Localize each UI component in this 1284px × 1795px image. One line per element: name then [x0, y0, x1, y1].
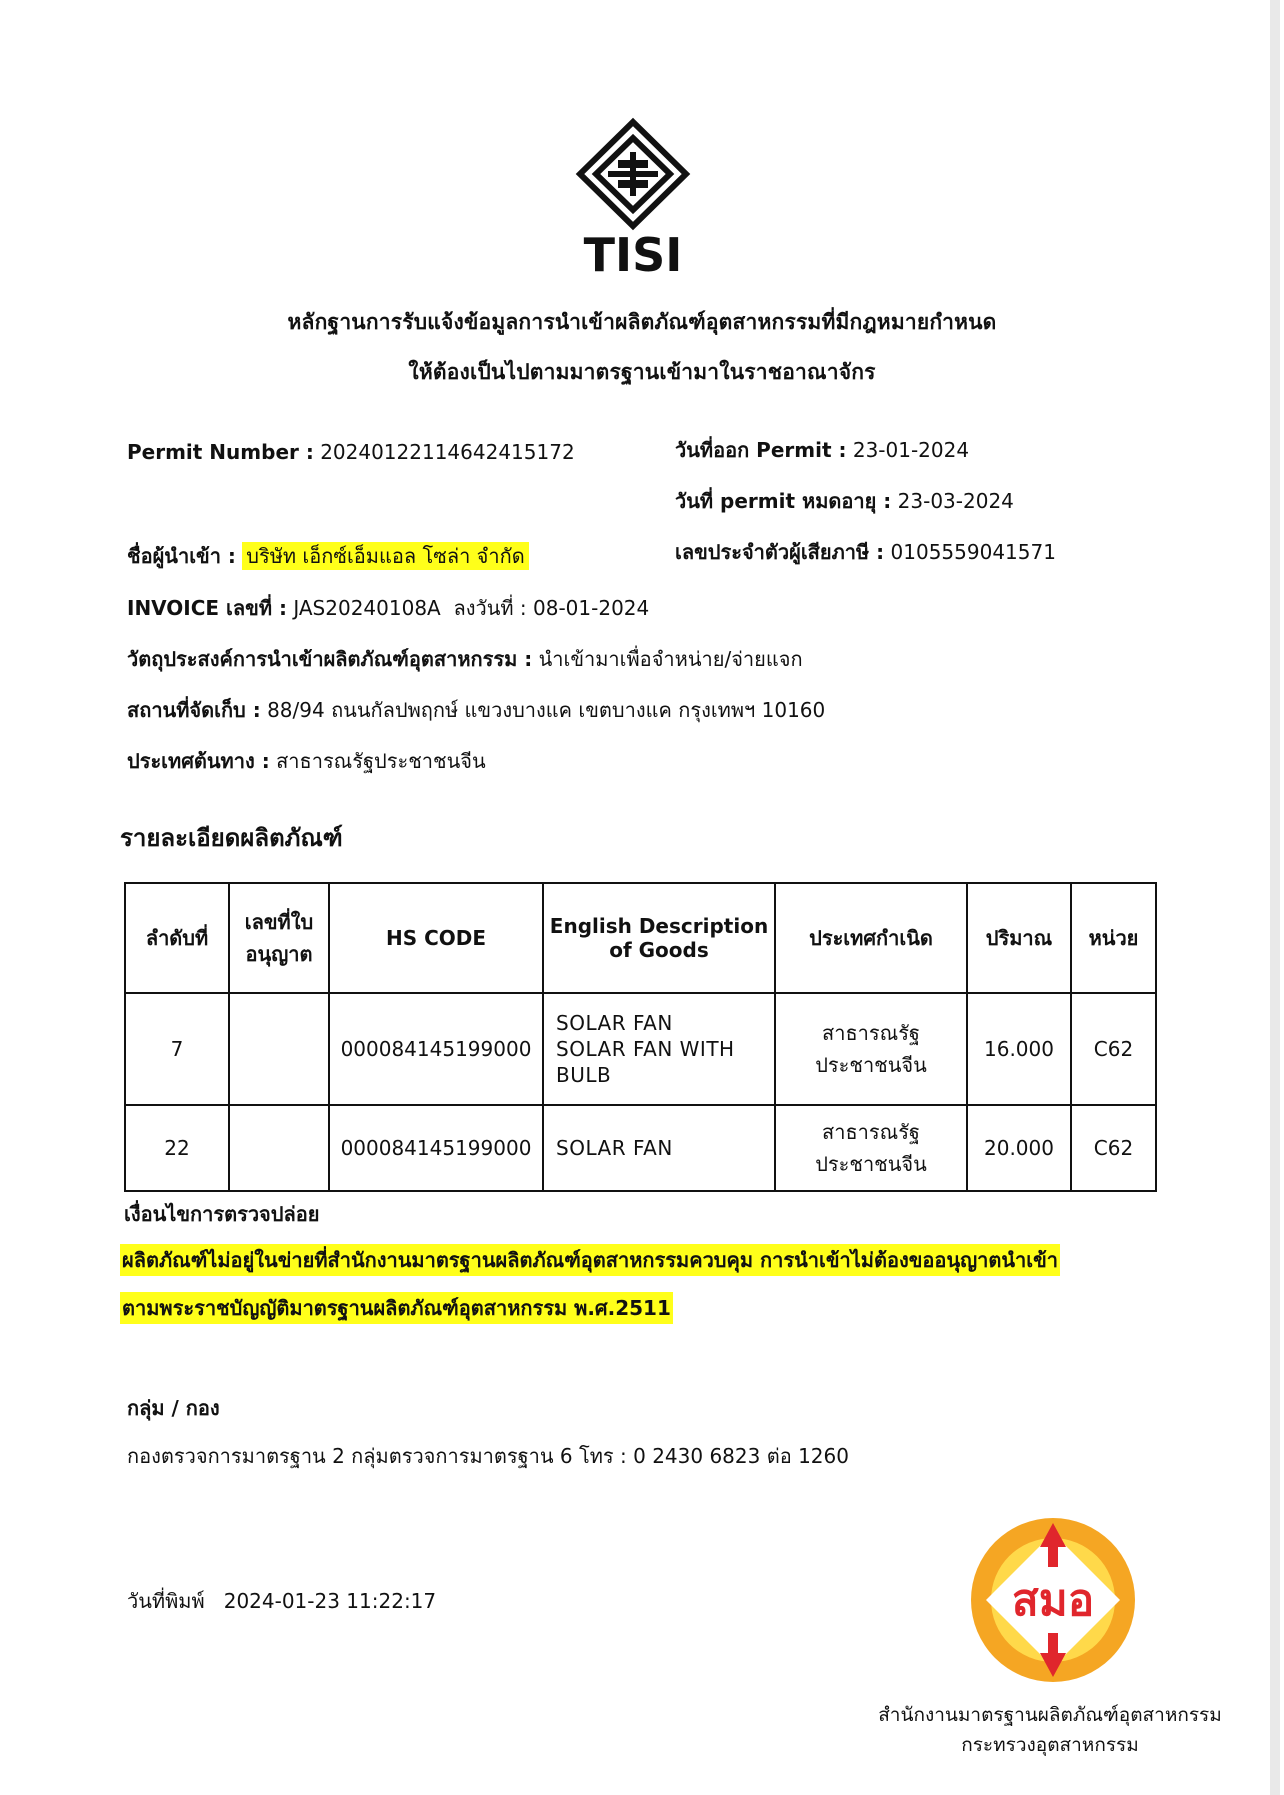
origin-cell	[775, 993, 967, 1105]
column-header: English Description of Goods	[543, 883, 775, 993]
description-line: SOLAR FAN	[556, 1136, 673, 1160]
invoice-value: JAS20240108A	[293, 596, 441, 620]
quantity-cell: 20.000	[967, 1105, 1071, 1191]
footer-org-line2: กระทรวงอุตสาหกรรม	[961, 1734, 1139, 1756]
smo-logo	[968, 1515, 1138, 1685]
description-cell	[543, 993, 775, 1105]
division-title-text: กลุ่ม / กอง	[127, 1396, 220, 1420]
invoice-date-value: 08-01-2024	[533, 596, 650, 620]
column-header: ประเทศกำเนิด	[775, 883, 967, 993]
description-line: SOLAR FAN	[556, 1011, 673, 1035]
origin-country-value: สาธารณรัฐประชาชนจีน	[276, 749, 486, 773]
print-date-value: 2024-01-23 11:22:17	[223, 1589, 437, 1613]
quantity-cell: 16.000	[967, 993, 1071, 1105]
document-title-line2: ให้ต้องเป็นไปตามมาตรฐานเข้ามาในราชอาณาจักร	[408, 360, 876, 384]
importer-name-value: บริษัท เอ็กซ์เอ็มแอล โซล่า จำกัด	[242, 542, 528, 570]
tisi-logo	[568, 116, 698, 276]
storage-location	[127, 694, 825, 726]
hs-code-cell: 000084145199000	[329, 1105, 543, 1191]
origin-country	[127, 745, 486, 777]
import-purpose-value: นำเข้ามาเพื่อจำหน่าย/จ่ายแจก	[538, 647, 803, 671]
division-contact	[127, 1440, 849, 1472]
product-section-title: รายละเอียดผลิตภัณฑ์	[120, 824, 343, 852]
permit-issue-label: วันที่ออก Permit :	[675, 438, 847, 462]
conditions-title-text: เงื่อนไขการตรวจปล่อย	[124, 1202, 320, 1226]
seq-cell: 22	[125, 1105, 229, 1191]
description-line: BULB	[556, 1063, 612, 1087]
column-header: ลำดับที่	[125, 883, 229, 993]
permit-expiry-date	[675, 485, 1014, 517]
permit-number	[127, 440, 575, 464]
license-cell	[229, 1105, 329, 1191]
condition-line1	[120, 1250, 1060, 1270]
tisi-emblem-icon	[568, 116, 698, 276]
origin-line: สาธารณรัฐ	[822, 1021, 920, 1045]
description-cell	[543, 1105, 775, 1191]
print-date	[127, 1585, 436, 1617]
table-row	[125, 1105, 1156, 1191]
column-header: หน่วย	[1071, 883, 1156, 993]
permit-expiry-value: 23-03-2024	[897, 489, 1014, 513]
conditions-title	[124, 1198, 319, 1230]
permit-expiry-label: วันที่ permit หมดอายุ :	[675, 489, 892, 513]
origin-cell	[775, 1105, 967, 1191]
svg-text:TISI: TISI	[583, 228, 683, 276]
invoice-date-label: ลงวันที่ :	[453, 596, 527, 620]
unit-cell: C62	[1071, 1105, 1156, 1191]
division-contact-text: กองตรวจการมาตรฐาน 2 กลุ่มตรวจการมาตรฐาน 6 โทร : 0 2430 6823 ต่อ 1260	[127, 1444, 849, 1468]
column-header: เลขที่ใบอนุญาต	[229, 883, 329, 993]
origin-line: ประชาชนจีน	[815, 1053, 927, 1077]
permit-issue-date	[675, 434, 969, 466]
seq-cell: 7	[125, 993, 229, 1105]
svg-text:สมอ: สมอ	[1011, 1575, 1095, 1626]
permit-number-value: 20240122114642415172	[320, 440, 575, 464]
table-row	[125, 993, 1156, 1105]
description-line: SOLAR FAN WITH	[556, 1037, 735, 1061]
condition-line1-text: ผลิตภัณฑ์ไม่อยู่ในข่ายที่สำนักงานมาตรฐานผลิตภัณฑ์อุตสาหกรรมควบคุม การนำเข้าไม่ต้องขออนุญาตนำเข้า	[120, 1244, 1060, 1276]
import-purpose	[127, 643, 803, 675]
unit-cell: C62	[1071, 993, 1156, 1105]
taxpayer-id-label: เลขประจำตัวผู้เสียภาษี :	[675, 540, 885, 564]
condition-line2	[120, 1298, 673, 1318]
taxpayer-id-value: 0105559041571	[890, 540, 1056, 564]
origin-line: ประชาชนจีน	[815, 1152, 927, 1176]
invoice-label: INVOICE เลขที่ :	[127, 596, 287, 620]
column-header: ปริมาณ	[967, 883, 1071, 993]
document-title-line1: หลักฐานการรับแจ้งข้อมูลการนำเข้าผลิตภัณฑ์อุตสาหกรรมที่มีกฎหมายกำหนด	[287, 310, 997, 334]
import-purpose-label: วัตถุประสงค์การนำเข้าผลิตภัณฑ์อุตสาหกรรม :	[127, 647, 533, 671]
license-cell	[229, 993, 329, 1105]
footer-org-line1: สำนักงานมาตรฐานผลิตภัณฑ์อุตสาหกรรม	[878, 1704, 1222, 1726]
taxpayer-id	[675, 536, 1056, 568]
storage-location-value: 88/94 ถนนกัลปพฤกษ์ แขวงบางแค เขตบางแค กรุงเทพฯ 10160	[267, 698, 826, 722]
origin-country-label: ประเทศต้นทาง :	[127, 749, 270, 773]
storage-location-label: สถานที่จัดเก็บ :	[127, 698, 261, 722]
product-table	[124, 882, 1157, 1192]
division-title	[127, 1392, 220, 1424]
table-header-row	[125, 883, 1156, 993]
importer-name	[127, 540, 529, 572]
smo-emblem-icon	[968, 1515, 1138, 1685]
origin-line: สาธารณรัฐ	[822, 1120, 920, 1144]
column-header: HS CODE	[329, 883, 543, 993]
condition-line2-text: ตามพระราชบัญญัติมาตรฐานผลิตภัณฑ์อุตสาหกรรม พ.ศ.2511	[120, 1292, 673, 1324]
invoice	[127, 592, 649, 624]
importer-name-label: ชื่อผู้นำเข้า :	[127, 544, 236, 568]
hs-code-cell: 000084145199000	[329, 993, 543, 1105]
permit-number-label: Permit Number :	[127, 440, 314, 464]
permit-issue-value: 23-01-2024	[852, 438, 970, 462]
print-date-label: วันที่พิมพ์	[127, 1589, 205, 1613]
